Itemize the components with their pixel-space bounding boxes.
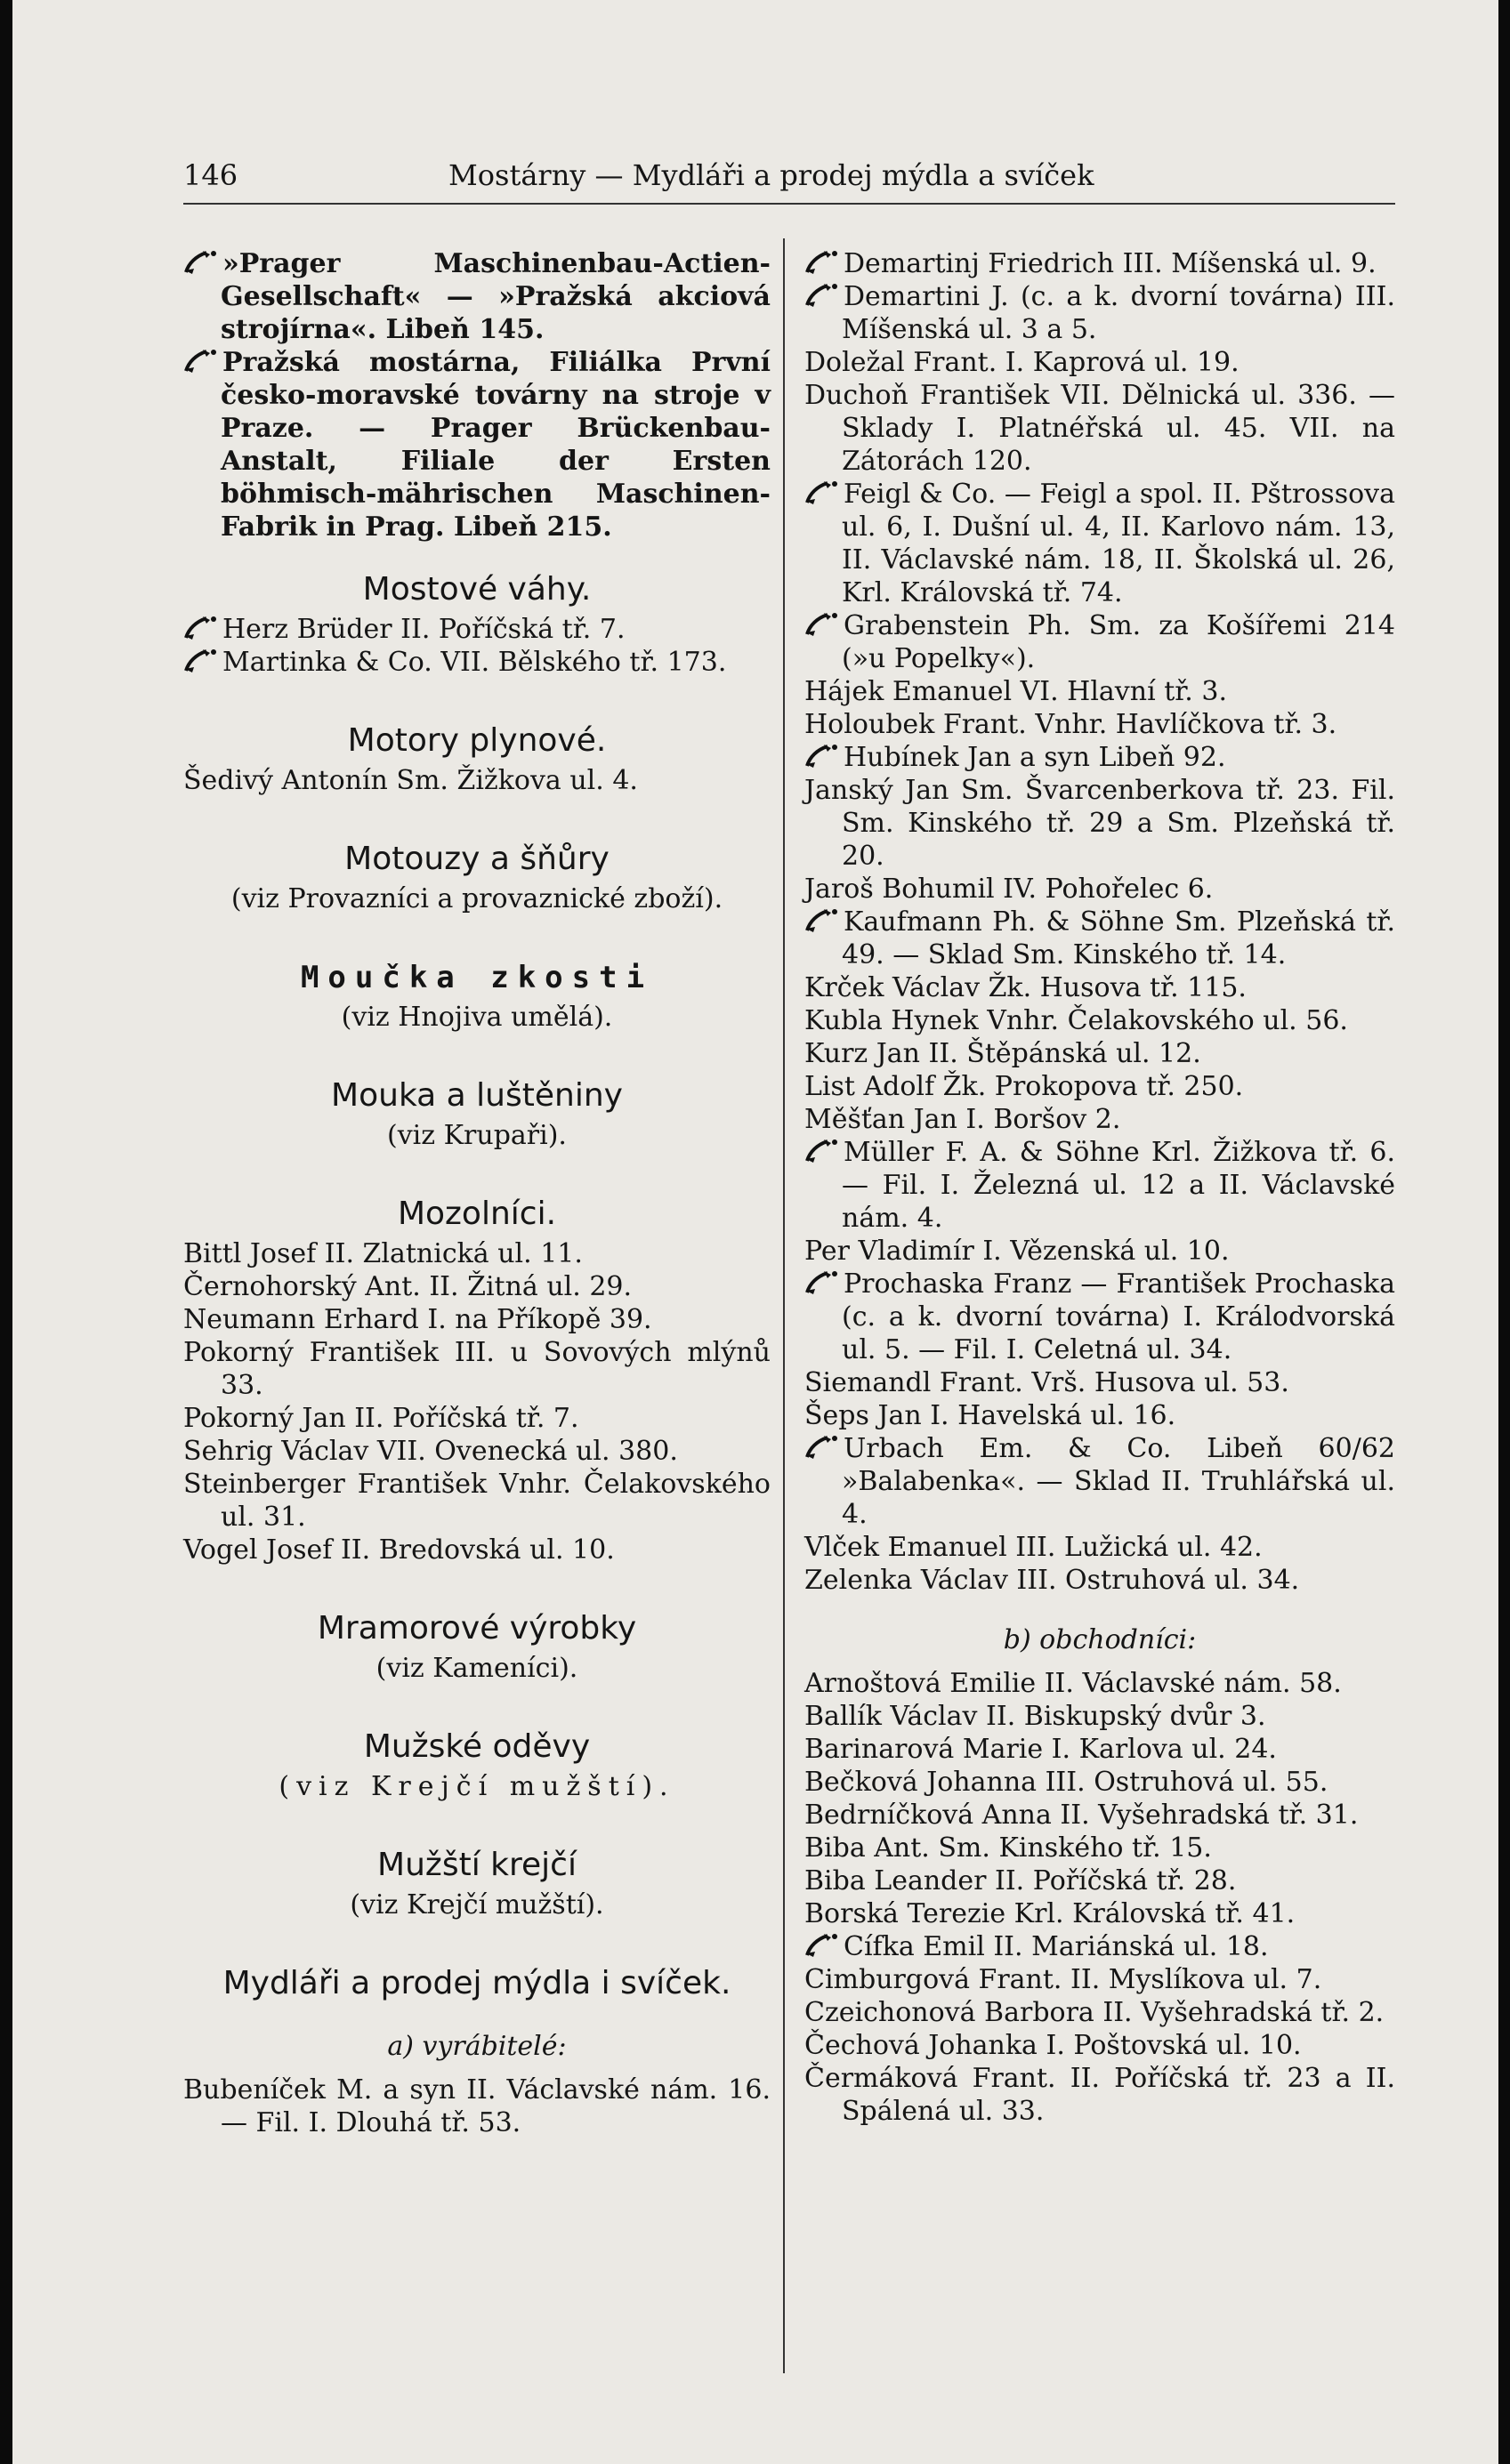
directory-entry: Per Vladimír I. Vězenská ul. 10. (804, 1236, 1230, 1267)
directory-entry: Müller F. A. & Söhne Krl. Žižkova tř. 6. — Fil. I. Železná ul. 12 a II. Václavské nám. 4. (804, 1136, 1395, 1235)
directory-entry: Hubínek Jan a syn Libeň 92. (804, 741, 1395, 774)
directory-entry: Černohorský Ant. II. Žitná ul. 29. (183, 1271, 633, 1302)
directory-entry: Biba Ant. Sm. Kinského tř. 15. (804, 1832, 1212, 1864)
subsection-label: a) vyrábitelé: (387, 2031, 567, 2062)
telephone-mark-icon (804, 1269, 840, 1296)
directory-entry: Pražská mostárna, Filiálka První česko-moravské továrny na stroje v Praze. — Prager Brückenbau-Anstalt, Filiale der Ersten böhmisch-mährischen Maschinen-Fabrik in Prag. Libeň 215. (183, 346, 771, 544)
directory-entry: Sehrig Václav VII. Ovenecká ul. 380. (183, 1436, 678, 1467)
directory-entry: Holoubek Frant. Vnhr. Havlíčkova tř. 3. (804, 709, 1337, 740)
directory-entry: Čermáková Frant. II. Poříčská tř. 23 a II. Spálená ul. 33. (804, 2063, 1395, 2127)
running-title: Mostárny — Mydláři a prodej mýdla a svíček (448, 158, 1094, 192)
directory-entry: Měšťan Jan I. Boršov 2. (804, 1104, 1121, 1135)
directory-entry: Kurz Jan II. Štěpánská ul. 12. (804, 1038, 1201, 1069)
section-heading: Motouzy a šňůry (344, 841, 610, 877)
directory-entry: Zelenka Václav III. Ostruhová ul. 34. (804, 1565, 1300, 1596)
directory-entry: Czeichonová Barbora II. Vyšehradská tř. 2. (804, 1997, 1385, 2028)
header-rule (183, 203, 1395, 205)
directory-entry: Siemandl Frant. Vrš. Husova ul. 53. (804, 1367, 1289, 1398)
section-heading: Mozolníci. (397, 1196, 557, 1232)
directory-entry: Pokorný František III. u Sovových mlýnů 33. (183, 1337, 771, 1401)
cross-reference: (viz Krejčí mužští). (279, 1771, 675, 1802)
directory-entry: Kaufmann Ph. & Söhne Sm. Plzeňská tř. 49. — Sklad Sm. Kinského tř. 14. (804, 906, 1395, 971)
telephone-mark-icon (804, 907, 840, 934)
directory-entry: Urbach Em. & Co. Libeň 60/62 »Balabenka«. — Sklad II. Truhlářská ul. 4. (804, 1432, 1395, 1531)
directory-entry: Duchoň František VII. Dělnická ul. 336. — Sklady I. Platnéřská ul. 45. VII. na Zátorách 120. (804, 380, 1395, 477)
section-heading: Mužské oděvy (363, 1728, 591, 1765)
cross-reference: (viz Krupaři). (387, 1120, 567, 1151)
telephone-mark-icon (804, 282, 840, 309)
left-column (183, 247, 771, 2139)
right-column (804, 247, 1395, 2128)
directory-entry: Arnoštová Emilie II. Václavské nám. 58. (804, 1668, 1342, 1699)
cross-reference: (viz Kameníci). (375, 1653, 578, 1684)
directory-entry: Cífka Emil II. Mariánská ul. 18. (804, 1930, 1395, 1963)
directory-entry: Bittl Josef II. Zlatnická ul. 11. (183, 1238, 583, 1269)
directory-entry: Grabenstein Ph. Sm. za Košířemi 214 (»u Popelky«). (804, 609, 1395, 675)
telephone-mark-icon (183, 648, 219, 674)
directory-entry: Borská Terezie Krl. Královská tř. 41. (804, 1898, 1296, 1929)
directory-entry: Vlček Emanuel III. Lužická ul. 42. (804, 1532, 1263, 1563)
section-heading: Mostové váhy. (362, 571, 592, 608)
directory-entry: Cimburgová Frant. II. Myslíkova ul. 7. (804, 1964, 1322, 1995)
column-rule (783, 238, 785, 2373)
directory-entry: Ballík Václav II. Biskupský dvůr 3. (804, 1701, 1266, 1732)
telephone-mark-icon (804, 1138, 840, 1164)
telephone-mark-icon (804, 479, 840, 506)
directory-entry: Bedrníčková Anna II. Vyšehradská tř. 31. (804, 1800, 1359, 1831)
telephone-mark-icon (804, 1932, 840, 1959)
subsection-label: b) obchodníci: (1003, 1624, 1197, 1655)
section-heading: Moučka zkosti (300, 960, 654, 995)
directory-entry: List Adolf Žk. Prokopova tř. 250. (804, 1071, 1244, 1102)
directory-entry: Kubla Hynek Vnhr. Čelakovského ul. 56. (804, 1005, 1348, 1036)
telephone-mark-icon (804, 743, 840, 769)
telephone-mark-icon (183, 615, 219, 641)
directory-entry: Herz Brüder II. Poříčská tř. 7. (183, 613, 771, 646)
directory-entry: Prochaska Franz — František Prochaska (c. a k. dvorní továrna) I. Králodvorská ul. 5. — Fil. I. Celetná ul. 34. (804, 1268, 1395, 1366)
directory-entry: Janský Jan Sm. Švarcenberkova tř. 23. Fil. Sm. Kinského tř. 29 a Sm. Plzeňská tř. 20. (804, 775, 1395, 872)
directory-entry: Šedivý Antonín Sm. Žižkova ul. 4. (183, 765, 638, 796)
directory-entry: Feigl & Co. — Feigl a spol. II. Pštrossova ul. 6, I. Dušní ul. 4, II. Karlovo nám. 13, II. Václavské nám. 18, II. Školská ul. 26, Krl. Královská tř. 74. (804, 478, 1395, 609)
page-number: 146 (183, 158, 238, 192)
section-heading: Mydláři a prodej mýdla i svíček. (222, 1965, 731, 2001)
directory-entry: Doležal Frant. I. Kaprová ul. 19. (804, 347, 1239, 378)
directory-entry: Demartini J. (c. a k. dvorní továrna) III. Míšenská ul. 3 a 5. (804, 280, 1395, 346)
directory-entry: Neumann Erhard I. na Příkopě 39. (183, 1304, 652, 1335)
telephone-mark-icon (183, 249, 219, 276)
cross-reference: (viz Hnojiva umělá). (341, 1002, 613, 1033)
directory-entry: Bubeníček M. a syn II. Václavské nám. 16. — Fil. I. Dlouhá tř. 53. (183, 2074, 771, 2138)
directory-entry: Pokorný Jan II. Poříčská tř. 7. (183, 1403, 579, 1434)
directory-entry: Barinarová Marie I. Karlova ul. 24. (804, 1734, 1277, 1765)
directory-entry: Hájek Emanuel VI. Hlavní tř. 3. (804, 676, 1228, 707)
directory-entry: Bečková Johanna III. Ostruhová ul. 55. (804, 1767, 1328, 1798)
section-heading: Mužští krejčí (377, 1847, 577, 1883)
directory-entry: Čechová Johanka I. Poštovská ul. 10. (804, 2030, 1302, 2061)
directory-entry: Šeps Jan I. Havelská ul. 16. (804, 1400, 1176, 1431)
directory-entry: Biba Leander II. Poříčská tř. 28. (804, 1865, 1237, 1896)
directory-entry: Krček Václav Žk. Husova tř. 115. (804, 972, 1247, 1003)
telephone-mark-icon (804, 249, 840, 276)
telephone-mark-icon (183, 348, 219, 374)
directory-entry: Martinka & Co. VII. Bělského tř. 173. (183, 646, 771, 679)
telephone-mark-icon (804, 1434, 840, 1461)
cross-reference: (viz Provazníci a provaznické zboží). (230, 883, 723, 914)
section-heading: Mouka a luštěniny (331, 1077, 623, 1114)
telephone-mark-icon (804, 611, 840, 638)
directory-entry: Steinberger František Vnhr. Čelakovského ul. 31. (183, 1469, 771, 1533)
directory-entry: Vogel Josef II. Bredovská ul. 10. (183, 1534, 615, 1566)
page (12, 0, 1498, 2464)
directory-entry: Demartinj Friedrich III. Míšenská ul. 9. (804, 247, 1395, 280)
directory-entry: »Prager Maschinenbau-Actien-Gesellschaft« — »Pražská akciová strojírna«. Libeň 145. (183, 247, 771, 346)
directory-entry: Jaroš Bohumil IV. Pohořelec 6. (804, 874, 1214, 905)
cross-reference: (viz Krejčí mužští). (350, 1889, 604, 1920)
section-heading: Mramorové výrobky (317, 1610, 637, 1647)
section-heading: Motory plynové. (347, 722, 607, 759)
